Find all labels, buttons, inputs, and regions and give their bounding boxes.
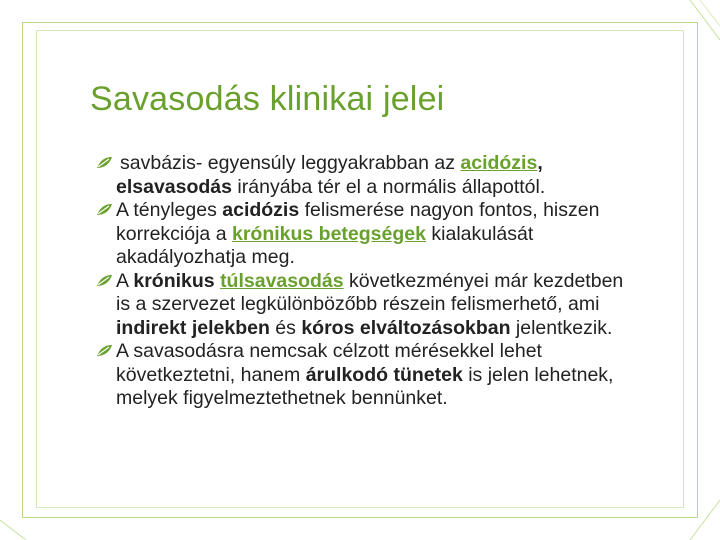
bullet-text: A savasodásra nemcsak célzott mérésekkel lehet következtetni, hanem: [116, 340, 542, 386]
bullet-text: is jelen lehetnek, melyek figyelmeztethetnek bennünket.: [116, 363, 614, 409]
bullet-item: [96, 199, 636, 270]
bullet-list: [96, 152, 636, 411]
tulsavasodas-link[interactable]: túlsavasodás: [220, 269, 344, 292]
bullet-text: savbázis- egyensúly leggyakrabban az: [120, 152, 461, 174]
leaf-bullet-icon: [96, 156, 113, 170]
bold-text: acidózis: [222, 199, 300, 221]
bullet-item: [96, 270, 636, 341]
bold-text: indirekt jelekben: [116, 316, 270, 339]
bullet-text: jelentkezik.: [510, 316, 613, 339]
bullet-text: kialakulását akadályozhatja meg.: [116, 222, 534, 268]
bold-text: kóros elváltozásokban: [301, 316, 511, 339]
kronikus-betegsegek-link[interactable]: krónikus betegségek: [231, 222, 426, 245]
leaf-bullet-icon: [96, 344, 113, 358]
bold-text: árulkodó tünetek: [305, 363, 463, 386]
bold-text: elsavasodás: [116, 175, 233, 198]
bullet-text: következményei már kezdetben is a szervezet legkülönbözőbb részein felismerhető, ami: [116, 269, 624, 315]
bullet-text: A: [116, 269, 134, 292]
bullet-text: irányába tér el a normális állapottól.: [232, 175, 546, 198]
bullet-item: [96, 152, 636, 199]
comma-text: ,: [537, 152, 543, 174]
slide-title: Savasodás klinikai jelei: [90, 80, 445, 118]
bullet-text: A tényleges: [116, 199, 223, 221]
leaf-bullet-icon: [96, 274, 113, 288]
leaf-bullet-icon: [96, 203, 113, 217]
bold-text: krónikus: [133, 269, 215, 292]
bullet-text: felismerése nagyon fontos, hiszen korrekciója a: [116, 199, 600, 245]
bullet-item: [96, 340, 636, 411]
bullet-text: és: [269, 316, 302, 339]
acidozis-link[interactable]: acidózis: [460, 152, 538, 174]
